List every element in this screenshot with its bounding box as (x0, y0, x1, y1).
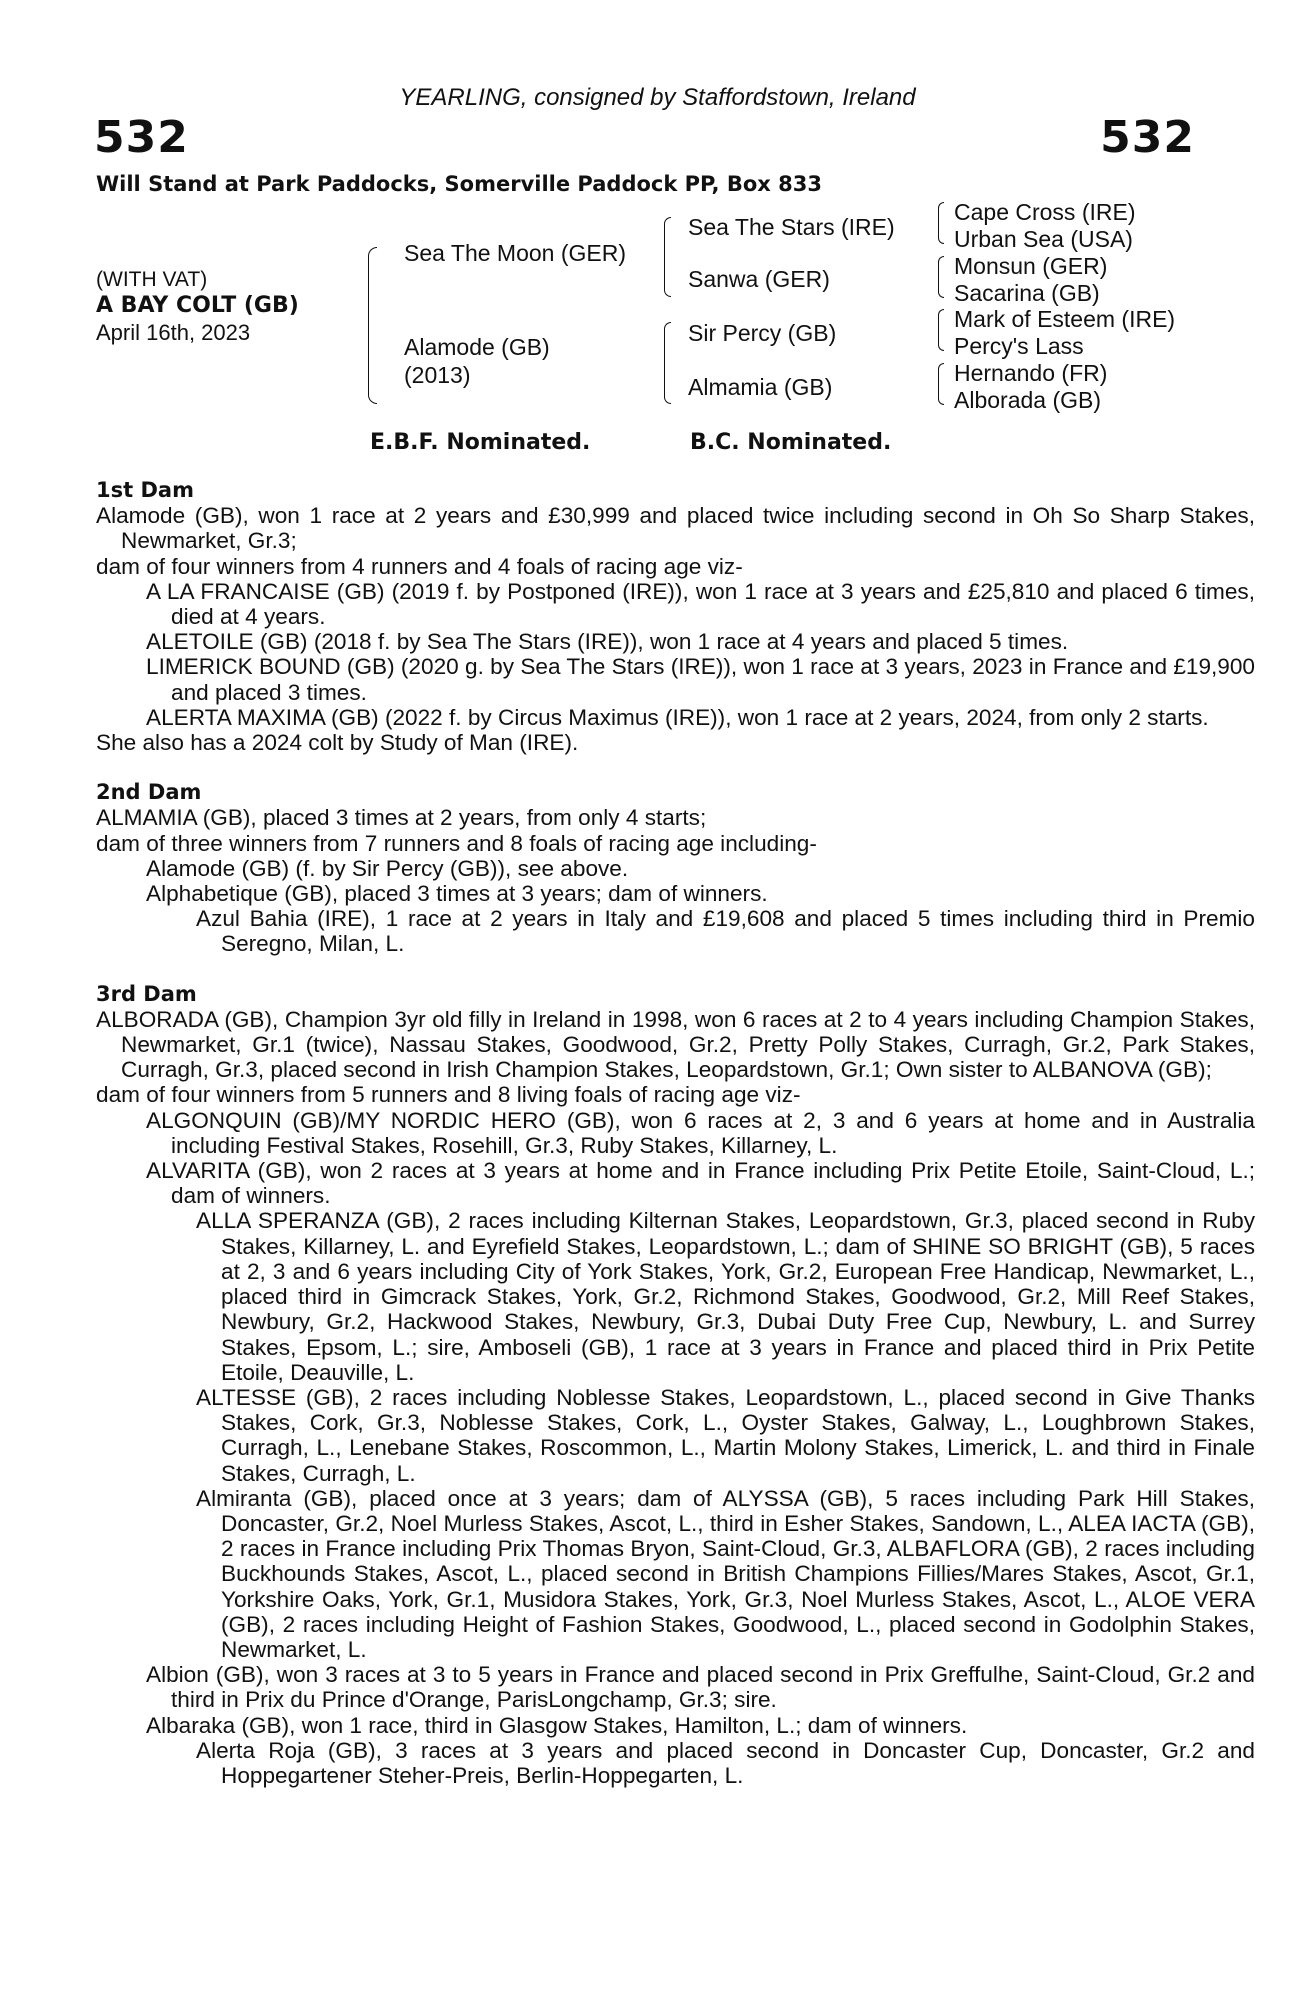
third-dam-heading: 3rd Dam (96, 981, 197, 1006)
produce-entry: Azul Bahia (IRE), 1 race at 2 years in Italy and £19,608 and placed 5 times including third in Premio Seregno, Milan, L. (196, 906, 1255, 957)
catalogue-body (96, 478, 1255, 1788)
produce-entry: ALVARITA (GB), won 2 races at 3 years at home and in France including Prix Petite Etoile, Saint-Cloud, L.; dam of winners. (146, 1158, 1255, 1209)
ancestor-7: Hernando (FR) (954, 360, 1108, 386)
lot-number-right: 532 (1100, 112, 1195, 163)
produce-entry: Albion (GB), won 3 races at 3 to 5 years in France and placed second in Prix Greffulhe, Saint-Cloud, Gr.2 and third in Prix du Prince d'Orange, ParisLongchamp, Gr.3; sire. (146, 1662, 1255, 1713)
ancestor-6: Percy's Lass (954, 333, 1084, 359)
produce-entry: A LA FRANCAISE (GB) (2019 f. by Postponed (IRE)), won 1 race at 3 years and £25,810 and placed 6 times, died at 4 years. (146, 578, 1255, 630)
produce-entry: Alphabetique (GB), placed 3 times at 3 years; dam of winners. (146, 881, 768, 907)
sire-sire: Sea The Stars (IRE) (688, 214, 895, 240)
ancestor-3: Monsun (GER) (954, 253, 1108, 279)
produce-entry: LIMERICK BOUND (GB) (2020 g. by Sea The Stars (IRE)), won 1 race at 3 years, 2023 in France and £19,900 and placed 3 times. (146, 654, 1255, 705)
bc-nomination: B.C. Nominated. (690, 430, 892, 455)
produce-entry: ALGONQUIN (GB)/MY NORDIC HERO (GB), won 6 races at 2, 3 and 6 years at home and in Australia including Festival Stakes, Rosehill, Gr.3, Ruby Stakes, Killarney, L. (146, 1107, 1255, 1158)
ancestor-1: Cape Cross (IRE) (954, 199, 1136, 225)
pedigree-brace (664, 217, 671, 297)
produce-entry: Alamode (GB) (f. by Sir Percy (GB)), see above. (146, 855, 629, 881)
produce-entry: ALTESSE (GB), 2 races including Noblesse Stakes, Leopardstown, L., placed second in Give Thanks Stakes, Cork, Gr.3, Noblesse Stakes, Cork, L., Oyster Stakes, Galway, L., Loughbrown Stakes, Curragh, L., Lenebane Stakes, Roscommon, L., Martin Molony Stakes, Limerick, L. and third in Finale Stakes, Curragh, L. (196, 1384, 1255, 1486)
ancestor-5: Mark of Esteem (IRE) (954, 306, 1176, 332)
vat-note: (WITH VAT) (96, 268, 208, 291)
ancestor-2: Urban Sea (USA) (954, 226, 1133, 252)
pedigree-brace (664, 322, 671, 404)
produce-entry: Almiranta (GB), placed once at 3 years; dam of ALYSSA (GB), 5 races including Park Hill Stakes, Doncaster, Gr.2, Noel Murless Stakes, Ascot, L., third in Esher Stakes, Sandown, L., ALEA IACTA (GB), 2 races in France including Prix Thomas Bryon, Saint-Cloud, Gr.3, ALBAFLORA (GB), 2 races including Buckhounds Stakes, Ascot, L., placed second in British Champions Fillies/Mares Stakes, Ascot, Gr.1, Yorkshire Oaks, York, Gr.1, Musidora Stakes, York, Gr.3, Noel Murless Stakes, Ascot, L., ALOE VERA (GB), 2 races including Height of Fashion Stakes, Goodwood, L., placed second in Godolphin Stakes, Newmarket, L. (196, 1485, 1255, 1662)
dam-year: (2013) (404, 362, 471, 388)
horse-name: A BAY COLT (GB) (96, 293, 299, 318)
first-dam-heading: 1st Dam (96, 478, 194, 502)
dam-sire: Sir Percy (GB) (688, 320, 837, 346)
dam-entry: Alamode (GB), won 1 race at 2 years and £30,999 and placed twice including second in Oh So Sharp Stakes, Newmarket, Gr.3; (96, 503, 1255, 554)
dam-dam: Almamia (GB) (688, 374, 833, 400)
produce-summary: dam of four winners from 5 runners and 8 living foals of racing age viz- (96, 1082, 801, 1108)
pedigree-brace (368, 247, 377, 404)
pedigree-brace (938, 202, 944, 244)
lot-number-left: 532 (94, 112, 189, 163)
pedigree-brace (938, 256, 944, 298)
produce-summary: dam of three winners from 7 runners and 8 foals of racing age including- (96, 830, 817, 856)
produce-entry: ALLA SPERANZA (GB), 2 races including Kilternan Stakes, Leopardstown, Gr.3, placed second in Ruby Stakes, Killarney, L. and Eyrefield Stakes, Leopardstown, L.; dam of SHINE SO BRIGHT (GB), 5 races at 2, 3 and 6 years including City of York Stakes, York, Gr.2, European Free Handicap, Newmarket, L., placed third in Gimcrack Stakes, York, Gr.2, Richmond Stakes, Goodwood, Gr.2, Mill Reef Stakes, Newbury, Gr.2, Hackwood Stakes, Newbury, Gr.3, Dubai Duty Free Cup, Newbury, L. and Surrey Stakes, Epsom, L.; sire, Amboseli (GB), 1 race at 3 years in France and placed third in Prix Petite Etoile, Deauville, L. (196, 1208, 1255, 1385)
consignment-line: YEARLING, consigned by Staffordstown, Ireland (399, 84, 916, 111)
sire-dam: Sanwa (GER) (688, 266, 830, 292)
produce-summary: dam of four winners from 4 runners and 4 foals of racing age viz- (96, 553, 743, 579)
produce-entry: ALETOILE (GB) (2018 f. by Sea The Stars (IRE)), won 1 race at 4 years and placed 5 times. (146, 629, 1069, 655)
dam-entry: ALMAMIA (GB), placed 3 times at 2 years, from only 4 starts; (96, 805, 707, 831)
ancestor-4: Sacarina (GB) (954, 280, 1100, 306)
dam-entry: ALBORADA (GB), Champion 3yr old filly in Ireland in 1998, won 6 races at 2 to 4 years including Champion Stakes, Newmarket, Gr.1 (twice), Nassau Stakes, Goodwood, Gr.2, Pretty Polly Stakes, Curragh, Gr.2, Park Stakes, Curragh, Gr.3, placed second in Irish Champion Stakes, Leopardstown, Gr.1; Own sister to ALBANOVA (GB); (96, 1006, 1255, 1083)
second-dam-heading: 2nd Dam (96, 780, 202, 805)
pedigree-brace (938, 309, 944, 351)
ancestor-8: Alborada (GB) (954, 387, 1102, 413)
stand-location: Will Stand at Park Paddocks, Somerville Paddock PP, Box 833 (96, 172, 822, 196)
dam: Alamode (GB) (404, 334, 550, 360)
sire: Sea The Moon (GER) (404, 240, 627, 266)
produce-entry: Albaraka (GB), won 1 race, third in Glasgow Stakes, Hamilton, L.; dam of winners. (146, 1712, 968, 1738)
pedigree-brace (938, 363, 944, 405)
produce-entry: ALERTA MAXIMA (GB) (2022 f. by Circus Maximus (IRE)), won 1 race at 2 years, 2024, from only 2 starts. (146, 704, 1209, 730)
produce-entry: Alerta Roja (GB), 3 races at 3 years and placed second in Doncaster Cup, Doncaster, Gr.2 and Hoppegartener Steher-Preis, Berlin-Hoppegarten, L. (196, 1737, 1255, 1788)
foaling-date: April 16th, 2023 (96, 320, 251, 345)
ebf-nomination: E.B.F. Nominated. (370, 430, 591, 455)
produce-note: She also has a 2024 colt by Study of Man (IRE). (96, 730, 579, 756)
